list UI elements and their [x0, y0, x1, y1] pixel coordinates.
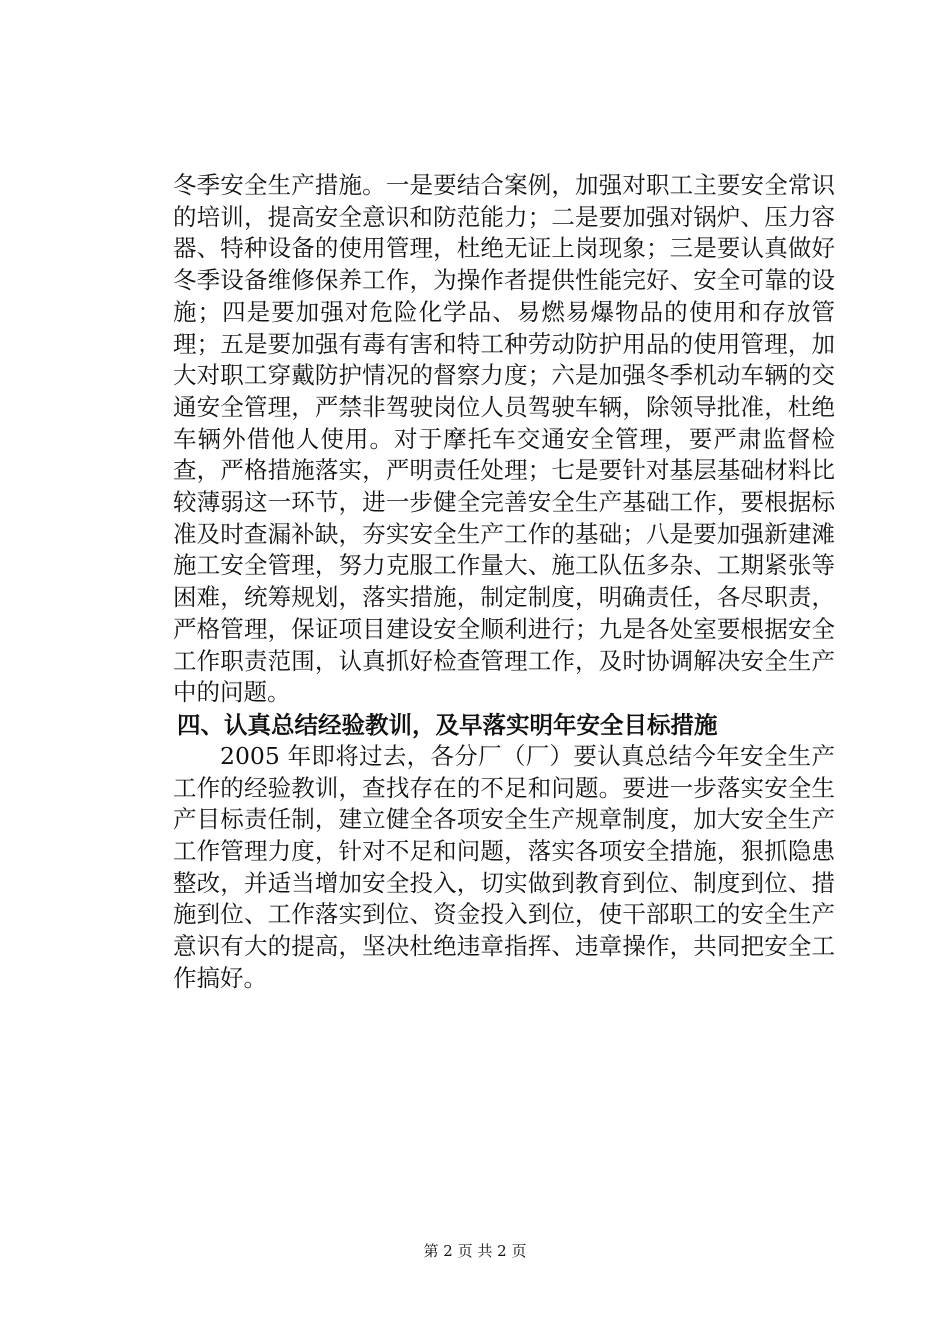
body-paragraph-winter-measures: 冬季安全生产措施。一是要结合案例，加强对职工主要安全常识的培训，提高安全意识和防范能力；二是要加强对锅炉、压力容器、特种设备的使用管理，杜绝无证上岗现象；三是要认真做好冬季设备维修保养工作，为操作者提供性能完好、安全可靠的设施；四是要加强对危险化学品、易燃易爆物品的使用和存放管理；五是要加强有毒有害和特工种劳动防护用品的使用管理，加大对职工穿戴防护情况的督察力度；六是加强冬季机动车辆的交通安全管理，严禁非驾驶岗位人员驾驶车辆，除领导批准，杜绝车辆外借他人使用。对于摩托车交通安全管理，要严肃监督检查，严格措施落实，严明责任处理；七是要针对基层基础材料比较薄弱这一环节，进一步健全完善安全生产基础工作，要根据标准及时查漏补缺，夯实安全生产工作的基础；八是要加强新建滩施工安全管理，努力克服工作量大、施工队伍多杂、工期紧张等困难，统筹规划，落实措施，制定制度，明确责任，各尽职责，严格管理，保证项目建设安全顺利进行；九是各处室要根据安全工作职责范围，认真抓好检查管理工作，及时协调解决安全生产中的问题。 [173, 171, 835, 707]
document-body [173, 170, 835, 995]
body-paragraph-summary: 2005 年即将过去，各分厂（厂）要认真总结今年安全生产工作的经验教训，查找存在的不足和问题。要进一步落实安全生产目标责任制，建立健全各项安全生产规章制度，加大安全生产工作管理力度，针对不足和问题，落实各项安全措施，狠抓隐患整改，并适当增加安全投入，切实做到教育到位、制度到位、措施到位、工作落实到位、资金投入到位，使干部职工的安全生产意识有大的提高，坚决杜绝违章指挥、违章操作，共同把安全工作搞好。 [173, 741, 835, 992]
section-heading-4: 四、认真总结经验教训，及早落实明年安全目标措施 [177, 710, 718, 739]
page-footer: 第 2 页 共 2 页 [423, 1242, 527, 1260]
